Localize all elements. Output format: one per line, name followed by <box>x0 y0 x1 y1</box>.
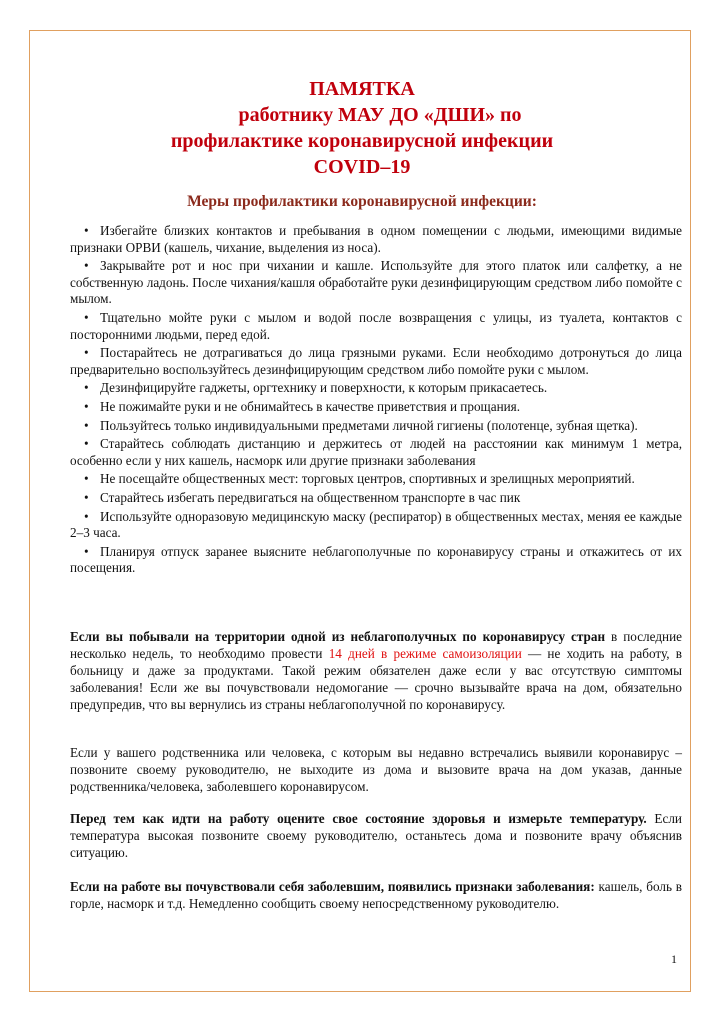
bullet-icon: • <box>84 489 89 505</box>
temperature-paragraph: Перед тем как идти на работу оцените свое состояние здоровья и измерьте температуру. Если температура высокая позвоните своему руководителю, останьтесь дома и позвоните врачу объяснив ситуацию. <box>70 811 682 860</box>
bullet-icon: • <box>84 417 89 433</box>
title-line-3: профилактике коронавирусной инфекции <box>170 130 554 152</box>
self-isolation-highlight: 14 дней в режиме самоизоляции <box>328 646 522 661</box>
list-item: • Закрывайте рот и нос при чихании и кашле. Используйте для этого платок или салфетку, а не собственную ладонь. После чихания/кашля обработайте руки дезинфицирующим средством либо помойте с мылом. <box>70 258 682 307</box>
list-item: • Старайтесь избегать передвигаться на общественном транспорте в час пик <box>70 490 682 507</box>
contact-paragraph: Если у вашего родственника или человека, с которым вы недавно встречались выявили коронавирус – позвоните своему руководителю, не выходите из дома и вызовите врача на дом указав, данные родственника/человека, заболевшего коронавирусом. <box>70 745 682 794</box>
page-number: 1 <box>671 952 677 966</box>
bullet-icon: • <box>84 223 89 238</box>
list-item: • Пользуйтесь только индивидуальными предметами личной гигиены (полотенце, зубная щетка). <box>70 418 682 435</box>
title-line-1: ПАМЯТКА <box>309 78 415 100</box>
prevention-list <box>70 223 682 579</box>
illness-at-work-paragraph: Если на работе вы почувствовали себя заболевшим, появились признаки заболевания: кашель, боль в горле, насморк и т.д. Немедленно сообщить своему непосредственному руководителю. <box>70 879 682 911</box>
list-item: • Постарайтесь не дотрагиваться до лица грязными руками. Если необходимо дотронуться до лица предварительно воспользуйтесь дезинфицирующим средством либо помойте руки с мылом. <box>70 345 682 377</box>
list-item: • Используйте одноразовую медицинскую маску (респиратор) в общественных местах, меняя ее каждые 2–3 часа. <box>70 508 682 541</box>
bullet-icon: • <box>84 508 89 524</box>
bullet-icon: • <box>84 436 89 452</box>
list-item: • Тщательно мойте руки с мылом и водой после возвращения с улицы, из туалета, контактов с посторонними людьми, перед едой. <box>70 309 682 342</box>
title-line-4: COVID–19 <box>313 156 411 178</box>
bullet-icon: • <box>84 471 89 487</box>
bullet-icon: • <box>84 380 89 396</box>
list-item: • Не посещайте общественных мест: торговых центров, спортивных и зрелищных мероприятий. <box>70 471 682 488</box>
bullet-icon: • <box>84 309 89 325</box>
bullet-icon: • <box>84 543 89 559</box>
page-title <box>120 76 604 180</box>
title-line-2: работнику МАУ ДО «ДШИ» по <box>238 104 522 126</box>
bullet-icon: • <box>84 345 89 361</box>
travel-paragraph: Если вы побывали на территории одной из неблагополучных по коронавирусу стран в последние несколько недель, то необходимо провести 14 дней в режиме самоизоляции — не ходить на работу, в больницу и даже за продуктами. Такой режим обязателен даже если у вас отсутствую симптомы заболевания! Если же вы почувствовали недомогание — срочно вызывайте врача на дом, обязательно предупредив, что вы вернулись из страны неблагополучной по коронавирусу. <box>70 629 683 712</box>
list-item: • Не пожимайте руки и не обнимайтесь в качестве приветствия и прощания. <box>70 399 682 416</box>
section-subtitle: Меры профилактики коронавирусной инфекции: <box>187 193 537 210</box>
list-item: • Дезинфицируйте гаджеты, оргтехнику и поверхности, к которым прикасаетесь. <box>70 380 682 397</box>
list-item: • Планируя отпуск заранее выясните неблагополучные по коронавирусу страны и откажитесь от их посещения. <box>70 543 682 576</box>
bullet-icon: • <box>84 398 89 414</box>
bullet-icon: • <box>84 258 89 274</box>
list-item: • Избегайте близких контактов и пребывания в одном помещении с людьми, имеющими видимые признаки ОРВИ (кашель, чихание, выделения из носа). <box>70 223 682 255</box>
list-item: • Старайтесь соблюдать дистанцию и держитесь от людей на расстоянии как минимум 1 метра, особенно если у них кашель, насморк или другие признаки заболевания <box>70 436 682 468</box>
